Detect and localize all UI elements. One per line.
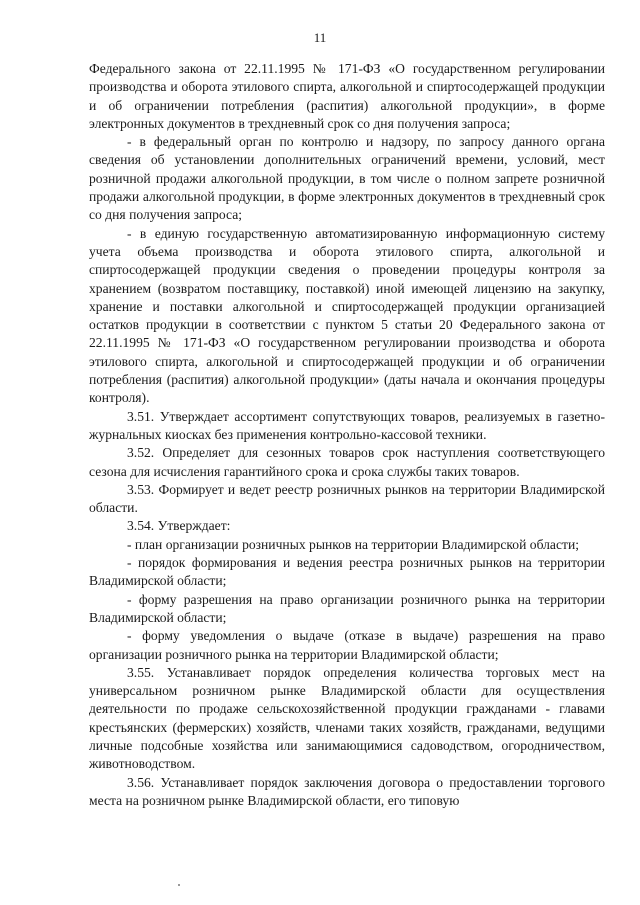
paragraph-3-52: 3.52. Определяет для сезонных товаров срок наступления соответствующего сезона для исчисления гарантийного срока и срока службы таких товаров. <box>89 445 605 479</box>
paragraph-federal-organ: - в федеральный орган по контролю и надзору, по запросу данного органа сведения об установлении дополнительных ограничений времени, условий, мест розничной продажи алкогольной продукции, в том числе о полном запрете розничной продажи алкогольной продукции, в форме электронных документов в трехдневный срок со дня получения запроса; <box>89 134 605 223</box>
paragraph-3-56: 3.56. Устанавливает порядок заключения договора о предоставлении торгового места на розничном рынке Владимирской области, его типовую <box>89 774 605 808</box>
document-body <box>89 60 605 810</box>
scan-speck <box>178 884 180 886</box>
list-item-registry-procedure: - порядок формирования и ведения реестра розничных рынков на территории Владимирской области; <box>89 555 605 589</box>
paragraph-3-53: 3.53. Формирует и ведет реестр розничных рынков на территории Владимирской области. <box>89 481 605 516</box>
paragraph-3-54: 3.54. Утверждает: <box>127 518 231 534</box>
paragraph-continuation: Федерального закона от 22.11.1995 № 171-ФЗ «О государственном регулировании производства и оборота этилового спирта, алкогольной и спиртосодержащей продукции и об ограничении потребления (распития) алкогольной продукции», в форме электронных документов в трехдневный срок со дня получения запроса; <box>89 61 605 131</box>
list-item-market-plan: - план организации розничных рынков на территории Владимирской области; <box>127 536 579 552</box>
paragraph-3-51: 3.51. Утверждает ассортимент сопутствующих товаров, реализуемых в газетно-журнальных киосках без применения контрольно-кассовой техники. <box>89 408 605 442</box>
paragraph-egais: - в единую государственную автоматизированную информационную систему учета объема производства и оборота этилового спирта, алкогольной и спиртосодержащей продукции сведения о проведении процедуры контроля за хранением (возвратом поставщику, поставкой) иной имеющей лицензию на закупку, хранение и поставки алкогольной и спиртосодержащей продукции организацией остатков продукции в соответствии с пунктом 5 статьи 20 Федерального закона от 22.11.1995 № 171-ФЗ «О государственном регулировании производства и оборота этилового спирта, алкогольной и спиртосодержащей продукции и об ограничении потребления (распития) алкогольной продукции» (даты начала и окончания процедуры контроля). <box>89 225 605 406</box>
list-item-permit-form: - форму разрешения на право организации розничного рынка на территории Владимирской области; <box>89 591 605 625</box>
paragraph-3-55: 3.55. Устанавливает порядок определения количества торговых мест на универсальном розничном рынке Владимирской области для осуществления деятельности по продаже сельскохозяйственной продукции гражданами - главами крестьянских (фермерских) хозяйств, членами таких хозяйств, гражданами, ведущими личные подсобные хозяйства или занимающимися садоводством, огородничеством, животноводством. <box>89 664 605 772</box>
page-number: 11 <box>313 30 327 45</box>
list-item-notification-form: - форму уведомления о выдаче (отказе в выдаче) разрешения на право организации розничного рынка на территории Владимирской области; <box>89 628 605 662</box>
